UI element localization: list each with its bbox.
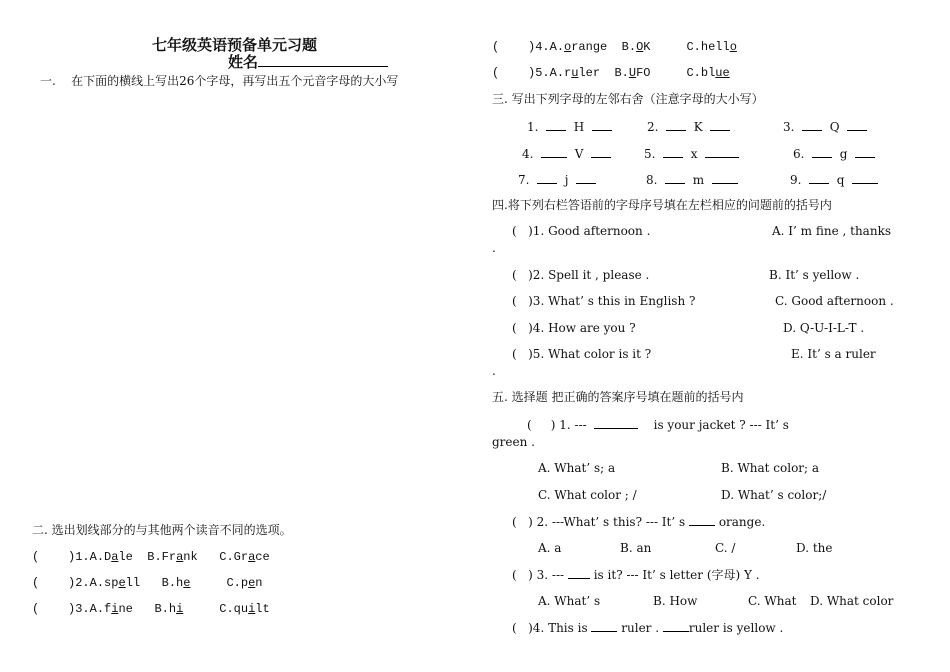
s5-question-1-wrap: green . bbox=[492, 435, 535, 449]
s5-q2-option-b: B. an bbox=[620, 541, 652, 555]
section-5-heading: 五. 选择题 把正确的答案序号填在题前的括号内 bbox=[492, 390, 744, 404]
s5-q1-option-a: A. What’ s; a bbox=[538, 461, 616, 475]
s3-item-8: 8. m bbox=[646, 172, 738, 187]
s4-answer-e: E. It’ s a ruler bbox=[791, 347, 876, 361]
s5-question-3: ( ) 3. --- is it? --- It’ s letter (字母) Y . bbox=[512, 568, 760, 582]
s5-q3-option-c: C. What bbox=[748, 594, 797, 608]
s5-q3-option-d: D. What color bbox=[810, 594, 894, 608]
s4-question-4: ( )4. How are you ? bbox=[512, 321, 636, 335]
s5-q1-option-c: C. What color ; / bbox=[538, 488, 637, 502]
name-field bbox=[228, 55, 388, 69]
s5-q3-option-b: B. How bbox=[653, 594, 698, 608]
s3-item-1: 1. H bbox=[527, 119, 612, 134]
s2-question-5: ( )5.A.ruler B.UFO C.blue bbox=[492, 66, 730, 80]
s4-question-3: ( )3. What’ s this in English ? bbox=[512, 294, 696, 308]
name-label: 姓名 bbox=[228, 53, 259, 71]
s2-question-2: ( )2.A.spell B.he C.pen bbox=[32, 576, 263, 590]
s5-q1-option-d: D. What’ s color;/ bbox=[721, 488, 827, 502]
s4-answer-a: A. I’ m fine , thanks bbox=[772, 224, 891, 238]
s5-q2-option-c: C. / bbox=[715, 541, 736, 555]
s3-item-3: 3. Q bbox=[783, 119, 867, 134]
s4-answer-d: D. Q-U-I-L-T . bbox=[783, 321, 865, 335]
s4-question-2: ( )2. Spell it , please . bbox=[512, 268, 650, 282]
s4-answer-a-wrap: . bbox=[492, 241, 496, 255]
section-1-text: 在下面的横线上写出26个字母，再写出五个元音字母的大小写 bbox=[71, 74, 399, 88]
s5-question-2: ( ) 2. ---What’ s this? --- It’ s orange. bbox=[512, 515, 766, 529]
s4-question-5: ( )5. What color is it ? bbox=[512, 347, 652, 361]
page-title: 七年级英语预备单元习题 bbox=[152, 36, 318, 54]
s5-question-4: ( )4. This is ruler . ruler is yellow . bbox=[512, 621, 784, 635]
s5-question-1: ( ) 1. --- is your jacket ? --- It’ s bbox=[527, 418, 789, 432]
s2-question-1: ( )1.A.Dale B.Frank C.Grace bbox=[32, 550, 270, 564]
s3-item-6: 6. g bbox=[793, 146, 875, 161]
s5-q2-option-a: A. a bbox=[538, 541, 562, 555]
s4-answer-c: C. Good afternoon . bbox=[775, 294, 894, 308]
section-4-heading: 四.将下列右栏答语前的字母序号填在左栏相应的问题前的括号内 bbox=[492, 198, 832, 212]
s3-item-2: 2. K bbox=[647, 119, 730, 134]
section-2-heading: 二. 选出划线部分的与其他两个读音不同的选项。 bbox=[32, 523, 292, 537]
s5-q1-option-b: B. What color; a bbox=[721, 461, 820, 475]
section-3-heading: 三. 写出下列字母的左邻右舍（注意字母的大小写） bbox=[492, 92, 764, 106]
s3-item-9: 9. q bbox=[790, 172, 878, 187]
name-blank bbox=[258, 55, 388, 67]
s5-q2-option-d: D. the bbox=[796, 541, 833, 555]
s5-q3-option-a: A. What’ s bbox=[538, 594, 601, 608]
s3-item-5: 5. x bbox=[644, 146, 739, 161]
section-1-instruction bbox=[40, 74, 398, 88]
s4-question-1: ( )1. Good afternoon . bbox=[512, 224, 651, 238]
s3-item-7: 7. j bbox=[518, 172, 596, 187]
s4-answer-e-wrap: . bbox=[492, 364, 496, 378]
s2-question-4: ( )4.A.orange B.OK C.hello bbox=[492, 40, 737, 54]
s3-item-4: 4. V bbox=[522, 146, 611, 161]
section-1-label: 一. bbox=[40, 74, 56, 88]
s4-answer-b: B. It’ s yellow . bbox=[769, 268, 860, 282]
s2-question-3: ( )3.A.fine B.hi C.quilt bbox=[32, 602, 270, 616]
